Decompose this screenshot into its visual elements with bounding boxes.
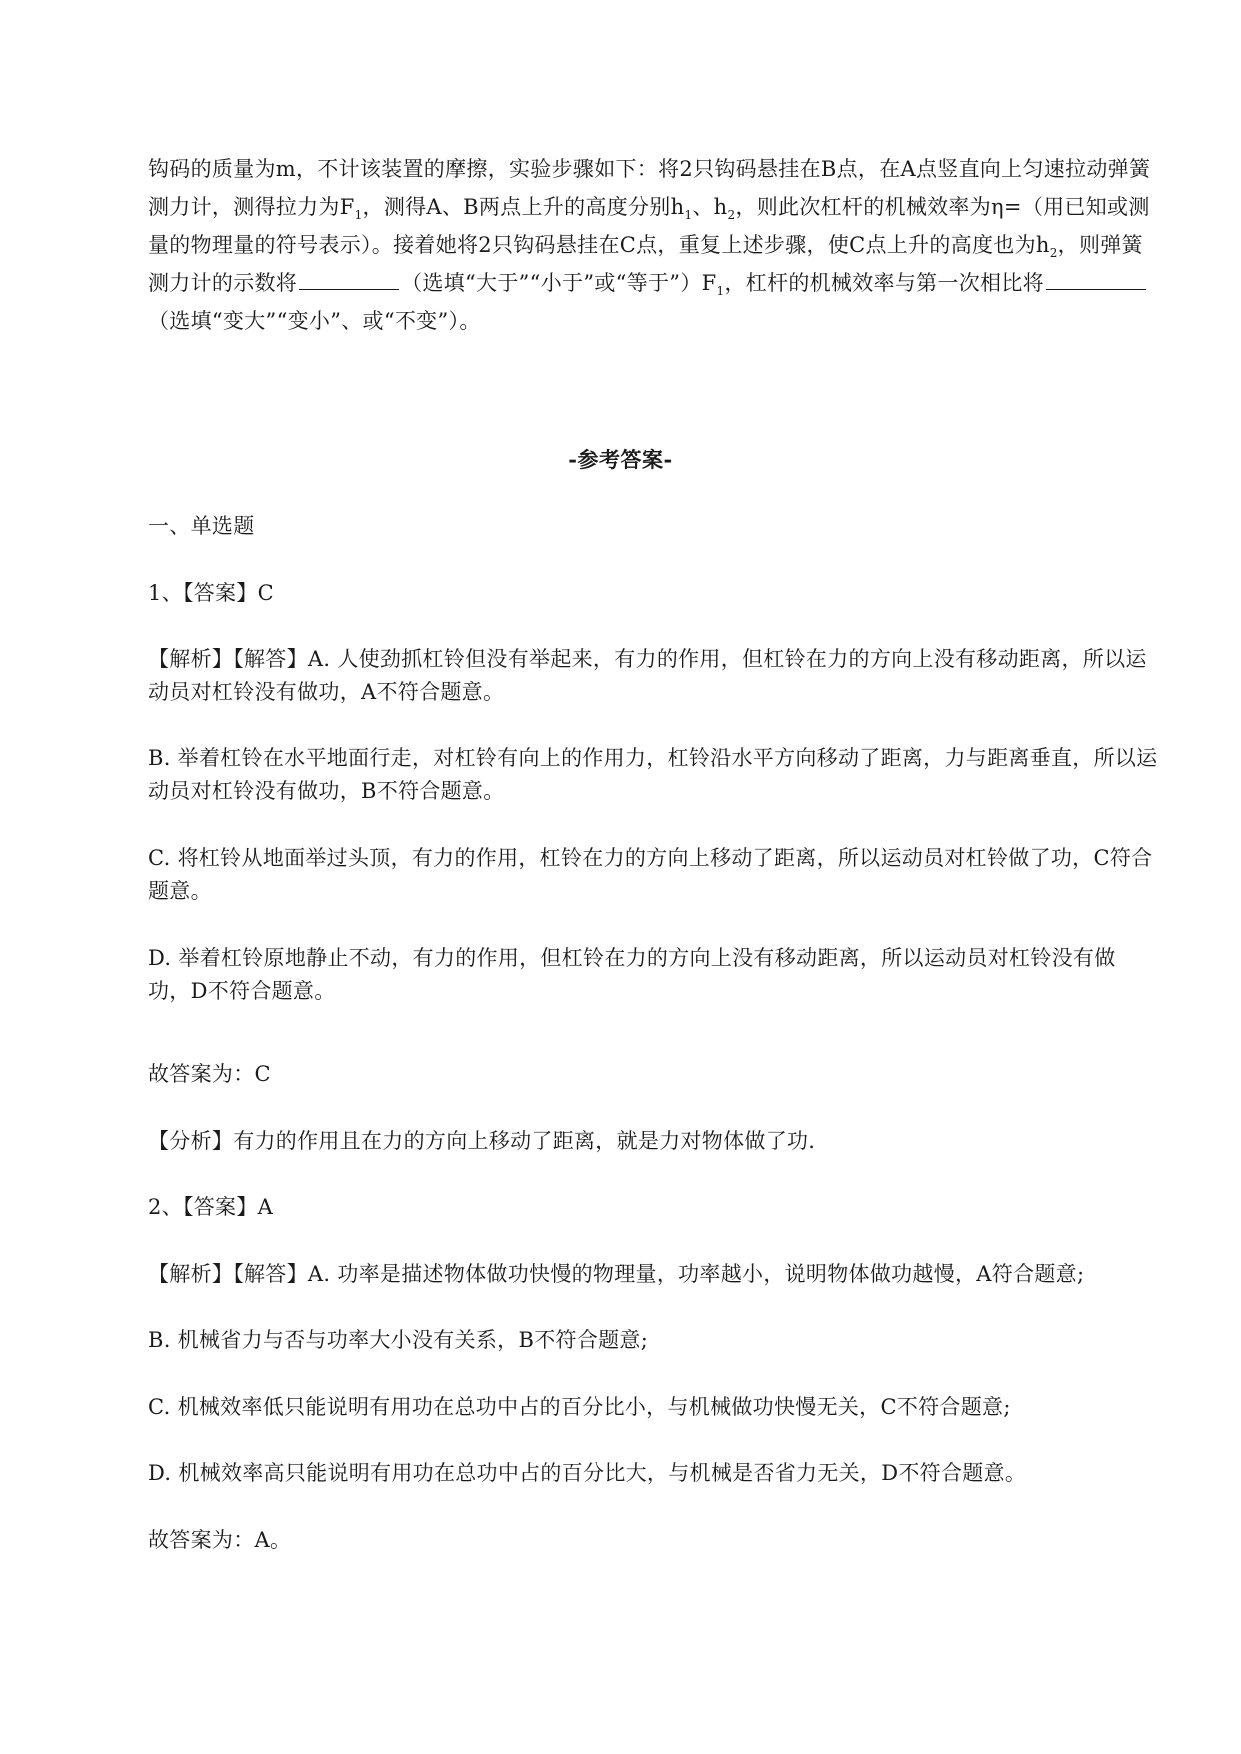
subscript: 1	[354, 208, 363, 223]
answer-1-explain-b: B. 举着杠铃在水平地面行走，对杠铃有向上的作用力，杠铃沿水平方向移动了距离，力与距离垂直，所以运动员对杠铃没有做功，B不符合题意。	[148, 746, 1158, 803]
answer-2-explain-c: C. 机械效率低只能说明有用功在总功中占的百分比小，与机械做功快慢无关，C不符合题意;	[148, 1395, 1011, 1419]
subscript: 1	[684, 208, 693, 223]
question-text: ，测得A、B两点上升的高度分别h	[362, 195, 685, 219]
answer-1-explain-c: C. 将杠铃从地面举过头顶，有力的作用，杠铃在力的方向上移动了距离，所以运动员对杠铃做了功，C符合题意。	[148, 846, 1153, 903]
answer-2-explain-b: B. 机械省力与否与功率大小没有关系，B不符合题意;	[148, 1328, 649, 1352]
question-text: （选填“大于”“小于”或“等于”）F	[401, 271, 717, 295]
answer-1-conclusion: 故答案为：C	[148, 1062, 271, 1086]
answer-2-explain-d: D. 机械效率高只能说明有用功在总功中占的百分比大，与机械是否省力无关，D不符合题意。	[148, 1461, 1027, 1485]
answer-blank-2[interactable]	[1046, 269, 1146, 290]
question-text: （选填“变大”“变小”、或“不变”）。	[148, 309, 481, 333]
answer-1-analysis: 【分析】有力的作用且在力的方向上移动了距离，就是力对物体做了功.	[148, 1129, 816, 1153]
answer-label-2: 2、【答案】A	[148, 1195, 274, 1219]
answer-blank-1[interactable]	[299, 269, 399, 290]
answer-2-explain-a: 【解析】【解答】A. 功率是描述物体做功快慢的物理量，功率越小，说明物体做功越慢，A符合题意;	[148, 1262, 1085, 1286]
answer-1-explain-d: D. 举着杠铃原地静止不动，有力的作用，但杠铃在力的方向上没有移动距离，所以运动员对杠铃没有做功，D不符合题意。	[148, 946, 1116, 1003]
question-paragraph	[148, 150, 1158, 340]
answer-2-conclusion: 故答案为：A。	[148, 1528, 292, 1552]
subscript: 1	[716, 284, 725, 299]
subscript: 2	[1049, 246, 1058, 261]
answer-1-explain-a: 【解析】【解答】A. 人使劲抓杠铃但没有举起来，有力的作用，但杠铃在力的方向上没有移动距离，所以运动员对杠铃没有做功，A不符合题意。	[148, 647, 1147, 704]
question-text: ，则弹簧测力计的示数将	[148, 233, 1143, 295]
question-text: 钩码的质量为m，不计该装置的摩擦，实验步骤如下：将2只钩码悬挂在B点，在A点竖直向上匀速拉动弹簧测力计，测得拉力为F	[148, 157, 1151, 219]
subscript: 2	[727, 208, 736, 223]
question-text: ，则此次杠杆的机械效率为η=（用已知或测量的物理量的符号表示）。接着她将2只钩码悬挂在C点，重复上述步骤，使C点上升的高度也为h	[148, 195, 1150, 257]
answer-label-1: 1、【答案】C	[148, 581, 275, 605]
question-text: ，杠杆的机械效率与第一次相比将	[724, 271, 1044, 295]
section-heading: 一、单选题	[148, 514, 255, 538]
question-text: 、h	[692, 195, 728, 219]
answer-title: -参考答案-	[568, 447, 673, 472]
